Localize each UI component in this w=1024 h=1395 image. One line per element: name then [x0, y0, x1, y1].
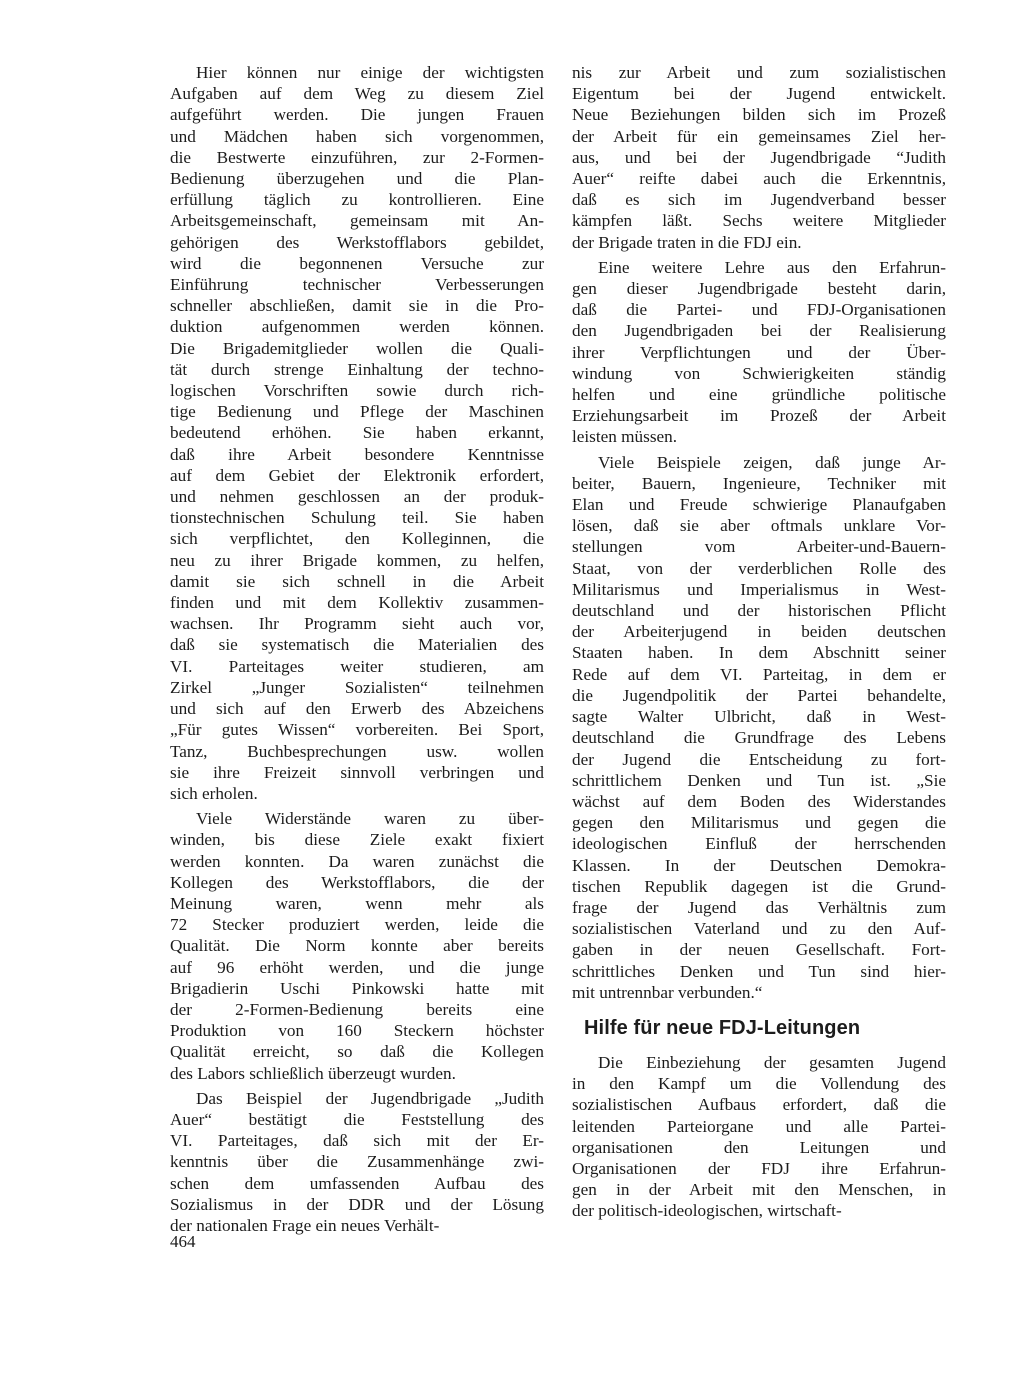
text-line: sich erholen. — [170, 783, 258, 803]
text-line: Kollegen des Werkstofflabors, die der — [170, 872, 544, 892]
text-line: schrittlichem Denken und Tun ist. „Sie — [572, 770, 946, 790]
text-line: windung von Schwierigkeiten ständig — [572, 363, 946, 383]
text-line: tige Bedienung und Pflege der Maschinen — [170, 402, 544, 422]
text-line: neu zu ihrer Brigade kommen, zu helfen, — [170, 550, 544, 570]
left-column — [170, 62, 544, 1236]
text-line: der politisch-ideologischen, wirtschaft- — [572, 1201, 842, 1221]
text-line: gegen den Militarismus und gegen die — [572, 813, 946, 833]
text-line: in den Kampf um die Vollendung des — [572, 1074, 946, 1094]
page-number: 464 — [170, 1232, 196, 1251]
text-line: gen in der Arbeit mit den Menschen, in — [572, 1180, 946, 1200]
text-line: tät durch strenge Einhaltung der techno- — [170, 359, 544, 379]
text-line: Die Brigademitglieder wollen die Quali- — [170, 338, 544, 358]
text-line: des Labors schließlich überzeugt wurden. — [170, 1063, 456, 1083]
text-line: Viele Widerstände waren zu über- — [196, 809, 544, 829]
text-line: sie ihre Freizeit sinnvoll verbringen und — [170, 762, 544, 782]
text-line: Tanz, Buchbesprechungen usw. wollen — [170, 741, 544, 761]
text-line: Elan und Freude schwierige Planaufgaben — [572, 495, 946, 515]
text-line: Qualität. Die Norm konnte aber bereits — [170, 936, 544, 956]
text-line: gaben in der neuen Gesellschaft. Fort- — [572, 940, 946, 960]
text-line: wächst auf dem Boden des Widerstandes — [572, 791, 946, 811]
text-line: Meinung waren, wenn mehr als — [170, 893, 544, 913]
text-line: schrittliches Denken und Tun sind hier- — [572, 961, 946, 981]
text-line: die Bestwerte einzuführen, zur 2-Formen- — [170, 147, 544, 167]
text-line: gen dieser Jugendbrigade besteht darin, — [572, 279, 946, 299]
text-line: organisationen den Leitungen und — [572, 1137, 946, 1157]
text-line: Staaten haben. In dem Abschnitt seiner — [572, 643, 946, 663]
text-line: Zirkel „Junger Sozialisten“ teilnehmen — [170, 677, 544, 697]
text-line: auf 96 erhöht werden, und die junge — [170, 957, 544, 977]
text-line: schen dem umfassenden Aufbau des — [170, 1173, 544, 1193]
text-line: erfüllung täglich zu kontrollieren. Eine — [170, 190, 544, 210]
text-line: stellungen vom Arbeiter-und-Bauern- — [572, 537, 946, 557]
text-line: Eigentum bei der Jugend entwickelt. — [572, 84, 946, 104]
text-line: der 2-Formen-Bedienung bereits eine — [170, 999, 544, 1019]
text-line: nis zur Arbeit und zum sozialistischen — [572, 63, 946, 82]
text-line: sozialistischen Aufbaus erfordert, daß die — [572, 1095, 946, 1115]
section-heading: Hilfe für neue FDJ-Leitungen — [584, 1016, 861, 1039]
text-line: und sich auf den Erwerb des Abzeichens — [170, 699, 544, 719]
text-line: „Für gutes Wissen“ vorbereiten. Bei Sport, — [170, 720, 544, 740]
text-line: deutschland die Grundfrage des Lebens — [572, 728, 946, 748]
text-line: der nationalen Frage ein neues Verhält- — [170, 1215, 440, 1235]
text-line: beiter, Bauern, Ingenieure, Techniker mit — [572, 473, 946, 493]
text-line: werden konnten. Da waren zunächst die — [170, 851, 544, 871]
text-line: Arbeitsgemeinschaft, gemeinsam mit An- — [170, 211, 544, 231]
text-line: auf dem Gebiet der Elektronik erfordert, — [170, 465, 544, 485]
paragraph — [170, 808, 544, 1084]
text-line: Auer“ bestätigt die Feststellung des — [170, 1109, 544, 1129]
text-line: aufgeführt werden. Die jungen Frauen — [170, 105, 544, 125]
text-line: der Arbeit für ein gemeinsames Ziel her- — [572, 126, 946, 146]
text-line: die Jugendpolitik der Partei behandelte, — [572, 685, 946, 705]
text-line: und nehmen geschlossen an der produk- — [170, 487, 544, 507]
text-line: lösen, daß sie aber oftmals unklare Vor- — [572, 516, 946, 536]
paragraph — [572, 452, 946, 1003]
text-line: Das Beispiel der Jugendbrigade „Judith — [196, 1088, 544, 1108]
text-line: und Mädchen haben sich vorgenommen, — [170, 126, 544, 146]
paragraph — [170, 1088, 544, 1236]
paragraph — [572, 1052, 946, 1222]
text-line: aus, und bei der Jugendbrigade “Judith — [572, 147, 946, 167]
text-line: deutschland und der historischen Pflicht — [572, 601, 946, 621]
text-line: der Jugend die Entscheidung zu fort- — [572, 749, 946, 769]
text-line: Eine weitere Lehre aus den Erfahrun- — [598, 257, 946, 277]
text-line: sozialistischen Vaterland und zu den Auf- — [572, 919, 946, 939]
text-line: VI. Parteitages weiter studieren, am — [170, 656, 544, 676]
text-line: Staat, von der verderblichen Rolle des — [572, 558, 946, 578]
text-line: kenntnis über die Zusammenhänge zwi- — [170, 1152, 544, 1172]
text-line: den Jugendbrigaden bei der Realisierung — [572, 321, 946, 341]
text-line: Organisationen der FDJ ihre Erfahrun- — [572, 1158, 946, 1178]
paragraph — [572, 62, 946, 253]
text-line: Militarismus und Imperialismus in West- — [572, 579, 946, 599]
text-line: leitenden Parteiorgane und alle Partei- — [572, 1116, 946, 1136]
text-line: Rede auf dem VI. Parteitag, in dem er — [572, 664, 946, 684]
text-line: helfen und eine gründliche politische — [572, 385, 946, 405]
text-line: Die Einbeziehung der gesamten Jugend — [598, 1052, 946, 1072]
text-line: Klassen. In der Deutschen Demokra- — [572, 855, 946, 875]
text-line: wachsen. Ihr Programm sieht auch vor, — [170, 614, 544, 634]
text-line: Viele Beispiele zeigen, daß junge Ar- — [598, 452, 946, 472]
text-line: daß ihre Arbeit besondere Kenntnisse — [170, 444, 544, 464]
text-line: schneller abschließen, damit sie in die Pro- — [170, 296, 544, 316]
text-line: 72 Stecker produziert werden, leide die — [170, 915, 544, 935]
text-line: frage der Jugend das Verhältnis zum — [572, 897, 946, 917]
text-line: Qualität erreicht, so daß die Kollegen — [170, 1042, 544, 1062]
text-line: ideologischen Einfluß der herrschenden — [572, 834, 946, 854]
paragraph — [572, 257, 946, 448]
text-line: Brigadierin Uschi Pinkowski hatte mit — [170, 978, 544, 998]
text-line: Auer“ reifte dabei auch die Erkenntnis, — [572, 169, 946, 189]
text-line: gehörigen des Werkstofflabors gebildet, — [170, 232, 544, 252]
right-column — [572, 62, 946, 1222]
text-line: ihrer Verpflichtungen und der Über- — [572, 342, 946, 362]
text-line: finden und mit dem Kollektiv zusammen- — [170, 593, 544, 613]
text-line: winden, bis diese Ziele exakt fixiert — [170, 830, 544, 850]
text-line: Erziehungsarbeit im Prozeß der Arbeit — [572, 406, 946, 426]
text-line: tionstechnischen Schulung teil. Sie haben — [170, 508, 544, 528]
text-line: wird die begonnenen Versuche zur — [170, 253, 544, 273]
text-line: sagte Walter Ulbricht, daß in West- — [572, 707, 946, 727]
text-line: damit sie sich schnell in die Arbeit — [170, 571, 544, 591]
text-line: Sozialismus in der DDR und der Lösung — [170, 1194, 544, 1214]
text-line: Hier können nur einige der wichtigsten — [196, 63, 544, 82]
text-line: Neue Beziehungen bilden sich im Prozeß — [572, 105, 946, 125]
text-line: daß es sich im Jugendverband besser — [572, 190, 946, 210]
text-line: leisten müssen. — [572, 427, 678, 447]
text-line: kämpfen läßt. Sechs weitere Mitglieder — [572, 211, 946, 231]
text-line: der Brigade traten in die FDJ ein. — [572, 232, 802, 252]
text-line: logischen Vorschriften sowie durch rich- — [170, 381, 544, 401]
text-line: Bedienung überzugehen und die Plan- — [170, 169, 544, 189]
text-line: Produktion von 160 Steckern höchster — [170, 1021, 544, 1041]
text-line: duktion aufgenommen werden können. — [170, 317, 544, 337]
text-line: Aufgaben auf dem Weg zu diesem Ziel — [170, 84, 544, 104]
text-line: VI. Parteitages, daß sich mit der Er- — [170, 1131, 544, 1151]
text-line: daß sie systematisch die Materialien des — [170, 635, 544, 655]
text-line: mit untrennbar verbunden.“ — [572, 982, 763, 1002]
text-line: sich verpflichtet, den Kolleginnen, die — [170, 529, 544, 549]
text-line: bedeutend erhöhen. Sie haben erkannt, — [170, 423, 544, 443]
text-line: Einführung technischer Verbesserungen — [170, 275, 544, 295]
paragraph — [170, 62, 544, 804]
text-line: der Arbeiterjugend in beiden deutschen — [572, 622, 946, 642]
text-line: daß die Partei- und FDJ-Organisationen — [572, 300, 946, 320]
text-line: tischen Republik dagegen ist die Grund- — [572, 876, 946, 896]
